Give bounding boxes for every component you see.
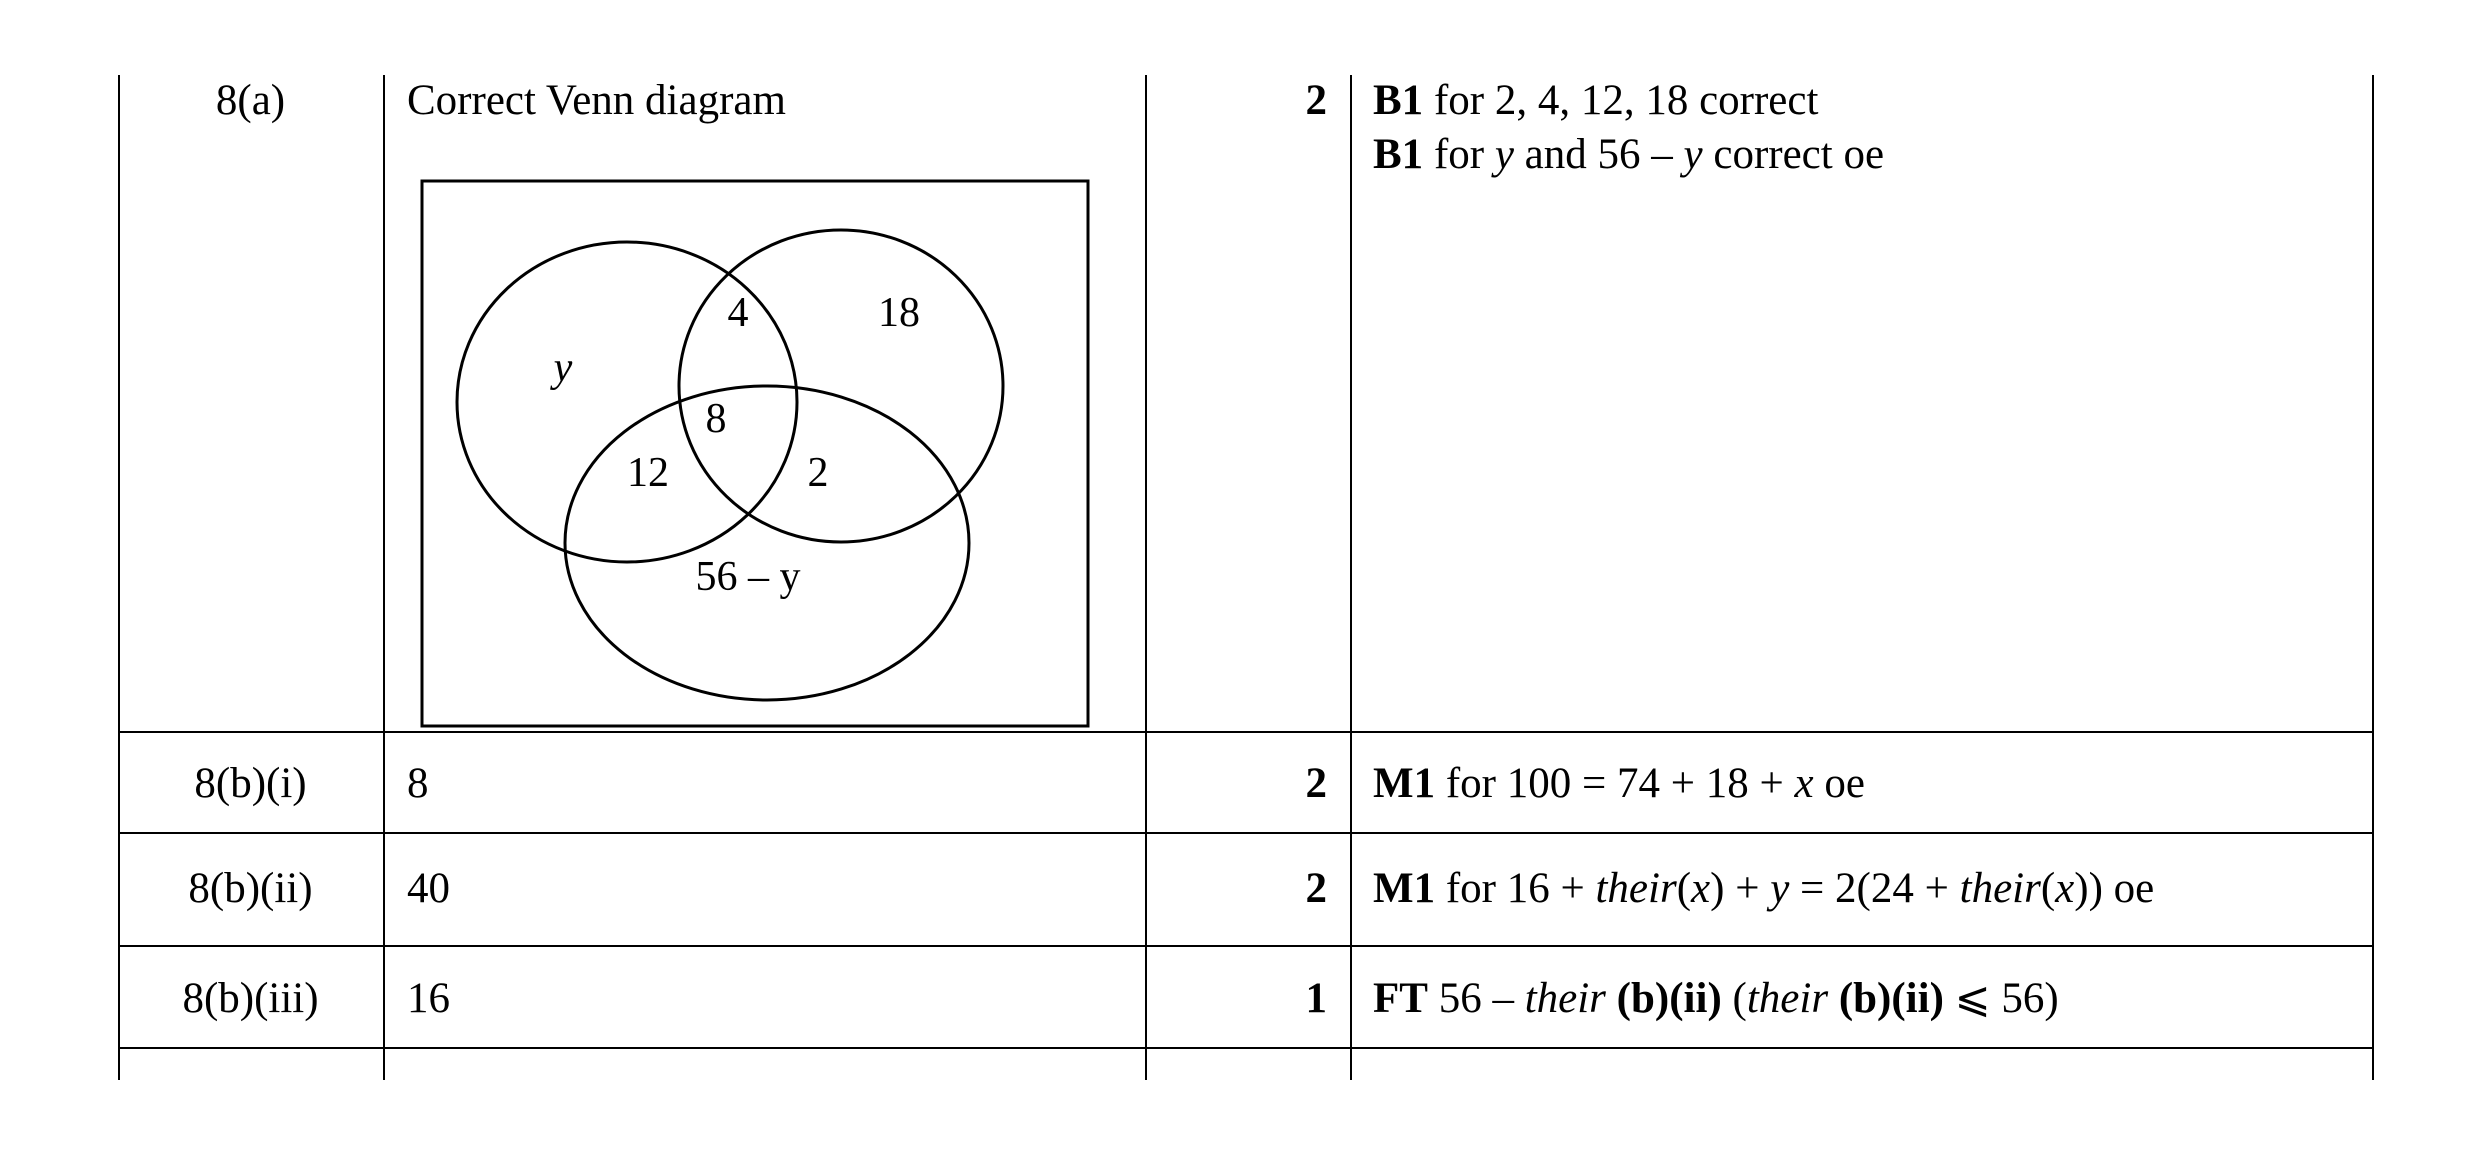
- note-text: ) +: [1710, 865, 1771, 912]
- column-divider: [383, 75, 385, 1080]
- note-text: and 56 –: [1513, 131, 1684, 178]
- region-c-only-label: 56 – y: [695, 554, 801, 600]
- mark-code: FT: [1373, 975, 1428, 1022]
- row-divider: [118, 1047, 2374, 1049]
- their-term: their: [1524, 975, 1606, 1022]
- row-divider: [118, 731, 2374, 733]
- marks-bold: 2: [1305, 760, 1327, 807]
- mark-code: M1: [1373, 865, 1436, 912]
- note-text: = 2(24 +: [1789, 865, 1960, 912]
- note-text: (: [1721, 975, 1747, 1022]
- variable: x: [1794, 760, 1814, 807]
- column-divider: [2372, 75, 2374, 1080]
- marks-value: [1145, 757, 1327, 811]
- variable: y: [1770, 865, 1790, 912]
- note-text: for: [1423, 131, 1495, 178]
- answer-text: 16: [407, 975, 450, 1022]
- guidance-note: [1373, 972, 2059, 1026]
- region-abc-label: 8: [705, 396, 727, 442]
- set-a-ellipse: [457, 242, 797, 562]
- question-number: 8(a): [215, 77, 286, 124]
- guidance-note: [1373, 128, 1884, 182]
- note-text: (: [2040, 865, 2056, 912]
- note-text: for 100 = 74 + 18 +: [1435, 760, 1795, 807]
- marks-value: [1145, 74, 1327, 128]
- part-reference: (b)(ii): [1828, 975, 1944, 1022]
- guidance-note: [1373, 757, 1865, 811]
- variable: x: [2055, 865, 2075, 912]
- marks-bold: 2: [1305, 77, 1327, 124]
- their-term: their: [1746, 975, 1829, 1022]
- note-text: for 16 +: [1435, 865, 1596, 912]
- row-divider: [118, 945, 2374, 947]
- question-number: 8(b)(ii): [188, 865, 313, 912]
- column-divider: [1145, 75, 1147, 1080]
- marks-value: [1145, 972, 1327, 1026]
- part-reference: (b)(ii): [1605, 975, 1722, 1022]
- region-b-only-label: 18: [878, 290, 920, 336]
- question-number: 8(b)(iii): [182, 975, 319, 1022]
- region-bc-label: 2: [807, 450, 829, 496]
- note-text: (: [1676, 865, 1692, 912]
- question-number: 8(b)(i): [194, 760, 307, 807]
- variable: y: [1683, 131, 1703, 178]
- column-divider: [118, 75, 120, 1080]
- set-c-ellipse: [565, 386, 969, 700]
- note-text: ⩽ 56): [1943, 975, 2059, 1022]
- guidance-note: [1373, 74, 1818, 128]
- marks-value: [1145, 862, 1327, 916]
- variable: y: [1494, 131, 1514, 178]
- marks-bold: 2: [1305, 865, 1327, 912]
- note-text: 56 –: [1427, 975, 1525, 1022]
- region-ab-label: 4: [727, 290, 749, 336]
- answer-text: 8: [407, 760, 429, 807]
- row-divider: [118, 832, 2374, 834]
- note-text: correct oe: [1702, 131, 1885, 178]
- answer-text: Correct Venn diagram: [407, 77, 786, 124]
- mark-code: B1: [1373, 77, 1424, 124]
- note-text: )) oe: [2074, 865, 2155, 912]
- region-a-only-label: y: [553, 345, 573, 391]
- note-text: for 2, 4, 12, 18 correct: [1423, 77, 1819, 124]
- universal-set-box: [422, 181, 1088, 726]
- column-divider: [1350, 75, 1352, 1080]
- mark-code: M1: [1373, 760, 1436, 807]
- set-b-ellipse: [679, 230, 1003, 542]
- variable: x: [1691, 865, 1711, 912]
- region-ac-label: 12: [627, 450, 669, 496]
- note-text: oe: [1813, 760, 1865, 807]
- answer-text: 40: [407, 865, 450, 912]
- their-term: their: [1959, 865, 2041, 912]
- mark-code: B1: [1373, 131, 1424, 178]
- marks-bold: 1: [1305, 975, 1327, 1022]
- their-term: their: [1595, 865, 1677, 912]
- guidance-note: [1373, 862, 2154, 916]
